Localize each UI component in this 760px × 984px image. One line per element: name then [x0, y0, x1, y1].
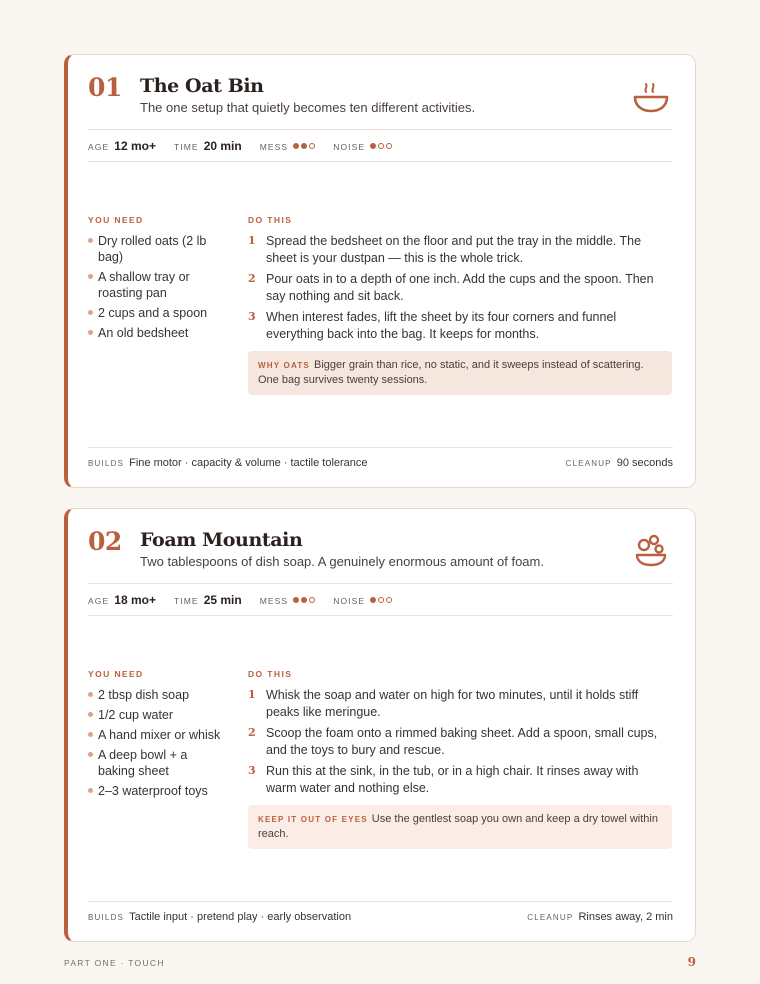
time-label: TIME [173, 142, 199, 152]
noise-rating [370, 597, 392, 603]
note-text: Bigger grain than rice, no static, and it sweeps instead of scattering. One bag survives twenty sessions. [258, 359, 644, 386]
list-item: 1/2 cup water [88, 707, 226, 723]
activity-subtitle: Two tablespoons of dish soap. A genuinely enormous amount of foam. [140, 554, 544, 569]
step [248, 763, 668, 796]
step-text: Spread the bedsheet on the floor and put the tray in the middle. The sheet is your dustpan — this is the whole trick. [266, 234, 642, 265]
you-need-label: YOU NEED [88, 669, 144, 679]
empty-dot-icon [378, 597, 384, 603]
list-item: An old bedsheet [88, 325, 226, 341]
time-value: 25 min [203, 593, 242, 607]
step-number: 2 [248, 726, 256, 739]
list-item: Dry rolled oats (2 lb bag) [88, 233, 226, 265]
activity-meta [88, 139, 410, 153]
age-label: AGE [88, 142, 110, 152]
section-label: PART ONE · TOUCH [64, 958, 165, 968]
list-item: 2 cups and a spoon [88, 305, 226, 321]
card-footer [88, 911, 673, 923]
step-text: Run this at the sink, in the tub, or in a high chair. It rinses away with warm water and nothing else. [266, 764, 639, 795]
note-text: Use the gentlest soap you own and keep a dry towel within reach. [258, 813, 658, 840]
activity-title: The Oat Bin [140, 75, 264, 97]
bowl-icon [631, 79, 671, 115]
time-value: 20 min [203, 139, 242, 153]
empty-dot-icon [386, 143, 392, 149]
needs-list [88, 233, 226, 345]
tip-note [248, 351, 672, 395]
steps-list [248, 233, 668, 347]
age-label: AGE [88, 596, 110, 606]
do-this-label: DO THIS [248, 215, 293, 225]
mess-rating [293, 143, 315, 149]
empty-dot-icon [309, 143, 315, 149]
filled-dot-icon [301, 597, 307, 603]
steps-list [248, 687, 668, 801]
step-text: Pour oats in to a depth of one inch. Add the cups and the spoon. Then say nothing and sit back. [266, 272, 654, 303]
filled-dot-icon [370, 143, 376, 149]
noise-label: NOISE [333, 596, 366, 606]
noise-rating [370, 143, 392, 149]
activity-card [64, 54, 696, 488]
cleanup-label: CLEANUP [565, 459, 612, 468]
activity-meta [88, 593, 410, 607]
empty-dot-icon [378, 143, 384, 149]
note-label: WHY OATS [258, 361, 310, 370]
list-item: 2–3 waterproof toys [88, 783, 226, 799]
filled-dot-icon [301, 143, 307, 149]
needs-list [88, 687, 226, 803]
activity-number: 02 [88, 527, 122, 556]
step [248, 725, 668, 758]
activity-title: Foam Mountain [140, 529, 303, 551]
age-value: 12 mo+ [114, 139, 156, 153]
step-number: 3 [248, 764, 256, 777]
noise-label: NOISE [333, 142, 366, 152]
step [248, 233, 668, 266]
foam-bowl-icon [631, 533, 671, 569]
cleanup-value: Rinses away, 2 min [578, 911, 673, 923]
builds-value: Fine motor · capacity & volume · tactile tolerance [129, 457, 368, 469]
list-item: 2 tbsp dish soap [88, 687, 226, 703]
mess-label: MESS [259, 142, 289, 152]
list-item: A shallow tray or roasting pan [88, 269, 226, 301]
empty-dot-icon [386, 597, 392, 603]
mess-rating [293, 597, 315, 603]
step-number: 3 [248, 310, 256, 323]
builds-label: BUILDS [88, 459, 125, 468]
age-value: 18 mo+ [114, 593, 156, 607]
list-item: A hand mixer or whisk [88, 727, 226, 743]
builds-value: Tactile input · pretend play · early observation [129, 911, 352, 923]
note-label: KEEP IT OUT OF EYES [258, 815, 368, 824]
list-item: A deep bowl + a baking sheet [88, 747, 226, 779]
activity-card [64, 508, 696, 942]
step-number: 1 [248, 234, 256, 247]
step-text: Whisk the soap and water on high for two minutes, until it holds stiff peaks like meringue. [266, 688, 639, 719]
filled-dot-icon [370, 597, 376, 603]
mess-label: MESS [259, 596, 289, 606]
cleanup-value: 90 seconds [616, 457, 673, 469]
activity-number: 01 [88, 73, 122, 102]
step-number: 2 [248, 272, 256, 285]
time-label: TIME [173, 596, 199, 606]
filled-dot-icon [293, 597, 299, 603]
step-text: When interest fades, lift the sheet by its four corners and funnel everything back into the bag. It keeps for months. [266, 310, 617, 341]
cleanup-label: CLEANUP [527, 913, 574, 922]
you-need-label: YOU NEED [88, 215, 144, 225]
filled-dot-icon [293, 143, 299, 149]
step-text: Scoop the foam onto a rimmed baking sheet. Add a spoon, small cups, and the toys to bury and rescue. [266, 726, 658, 757]
step [248, 271, 668, 304]
empty-dot-icon [309, 597, 315, 603]
builds-label: BUILDS [88, 913, 125, 922]
warning-note [248, 805, 672, 849]
page-number: 9 [687, 955, 696, 969]
do-this-label: DO THIS [248, 669, 293, 679]
activity-subtitle: The one setup that quietly becomes ten different activities. [140, 100, 476, 115]
step [248, 309, 668, 342]
step [248, 687, 668, 720]
card-footer [88, 457, 673, 469]
step-number: 1 [248, 688, 256, 701]
